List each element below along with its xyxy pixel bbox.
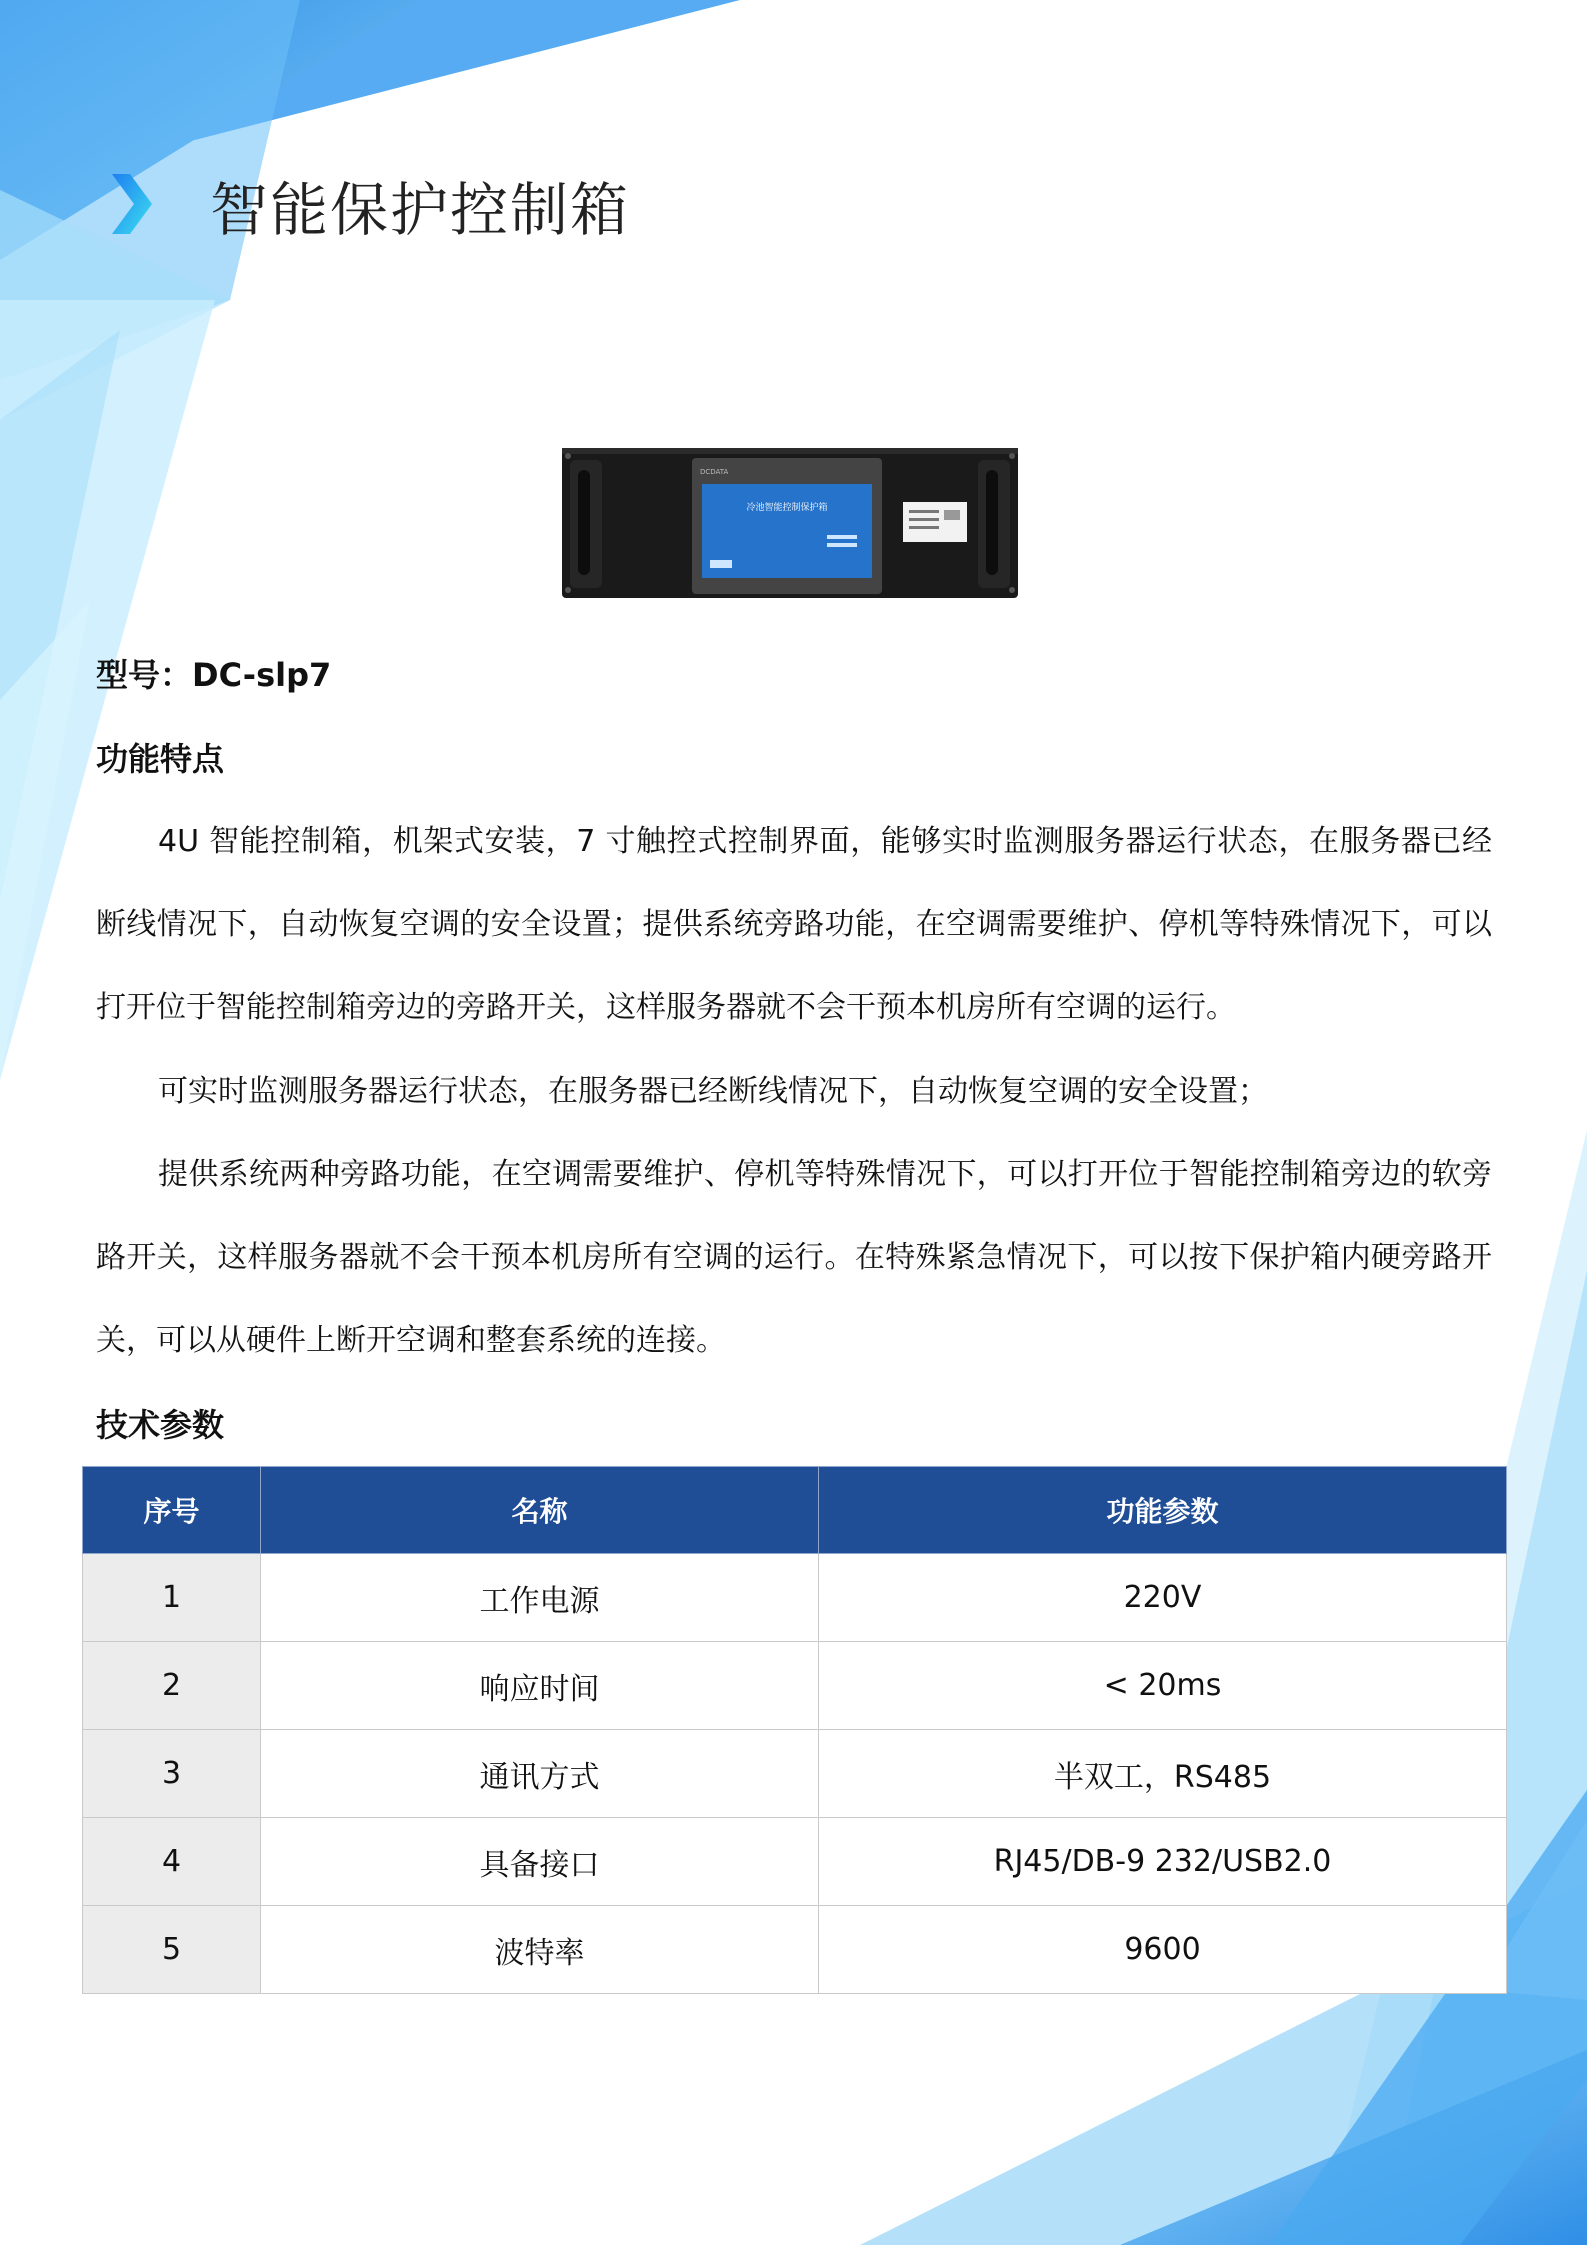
table-row (83, 1730, 1507, 1818)
column-header: 序号 (83, 1467, 261, 1554)
feature-paragraph: 提供系统两种旁路功能，在空调需要维护、停机等特殊情况下，可以打开位于智能控制箱旁边的软旁路开关，这样服务器就不会干预本机房所有空调的运行。在特殊紧急情况下，可以按下保护箱内硬旁路开关，可以从硬件上断开空调和整套系统的连接。 (96, 1157, 1492, 1358)
model-number: 型号：DC-slp7 (96, 656, 332, 694)
table-cell: 波特率 (261, 1906, 819, 1994)
column-header: 名称 (261, 1467, 819, 1554)
table-cell: 3 (83, 1730, 261, 1818)
device-screen-title: 冷池智能控制保护箱 (746, 503, 828, 513)
spec-table (82, 1466, 1507, 1994)
table-cell: 220V (819, 1554, 1507, 1642)
feature-paragraph: 可实时监测服务器运行状态，在服务器已经断线情况下，自动恢复空调的安全设置； (158, 1074, 1268, 1109)
table-cell: 2 (83, 1642, 261, 1730)
table-cell: 9600 (819, 1906, 1507, 1994)
table-cell: RJ45/DB-9 232/USB2.0 (819, 1818, 1507, 1906)
device-brand-text: DCDATA (700, 468, 729, 476)
product-image (560, 440, 1020, 605)
table-cell: 通讯方式 (261, 1730, 819, 1818)
chevron-right-icon (108, 174, 152, 234)
page-title: 智能保护控制箱 (210, 176, 631, 244)
table-cell: 4 (83, 1818, 261, 1906)
table-row (83, 1642, 1507, 1730)
table-row (83, 1554, 1507, 1642)
feature-paragraph: 4U 智能控制箱，机架式安装，7 寸触控式控制界面，能够实时监测服务器运行状态，在服务器已经断线情况下，自动恢复空调的安全设置；提供系统旁路功能，在空调需要维护、停机等特殊情况下，可以打开位于智能控制箱旁边的旁路开关，这样服务器就不会干预本机房所有空调的运行。 (96, 824, 1492, 1025)
specs-heading: 技术参数 (96, 1406, 225, 1444)
table-cell: 工作电源 (261, 1554, 819, 1642)
column-header: 功能参数 (819, 1467, 1507, 1554)
features-heading: 功能特点 (96, 740, 225, 778)
table-cell: < 20ms (819, 1642, 1507, 1730)
table-cell: 1 (83, 1554, 261, 1642)
table-cell: 具备接口 (261, 1818, 819, 1906)
table-row (83, 1906, 1507, 1994)
table-header-row (83, 1467, 1507, 1554)
table-cell: 响应时间 (261, 1642, 819, 1730)
table-row (83, 1818, 1507, 1906)
table-cell: 5 (83, 1906, 261, 1994)
table-cell: 半双工，RS485 (819, 1730, 1507, 1818)
